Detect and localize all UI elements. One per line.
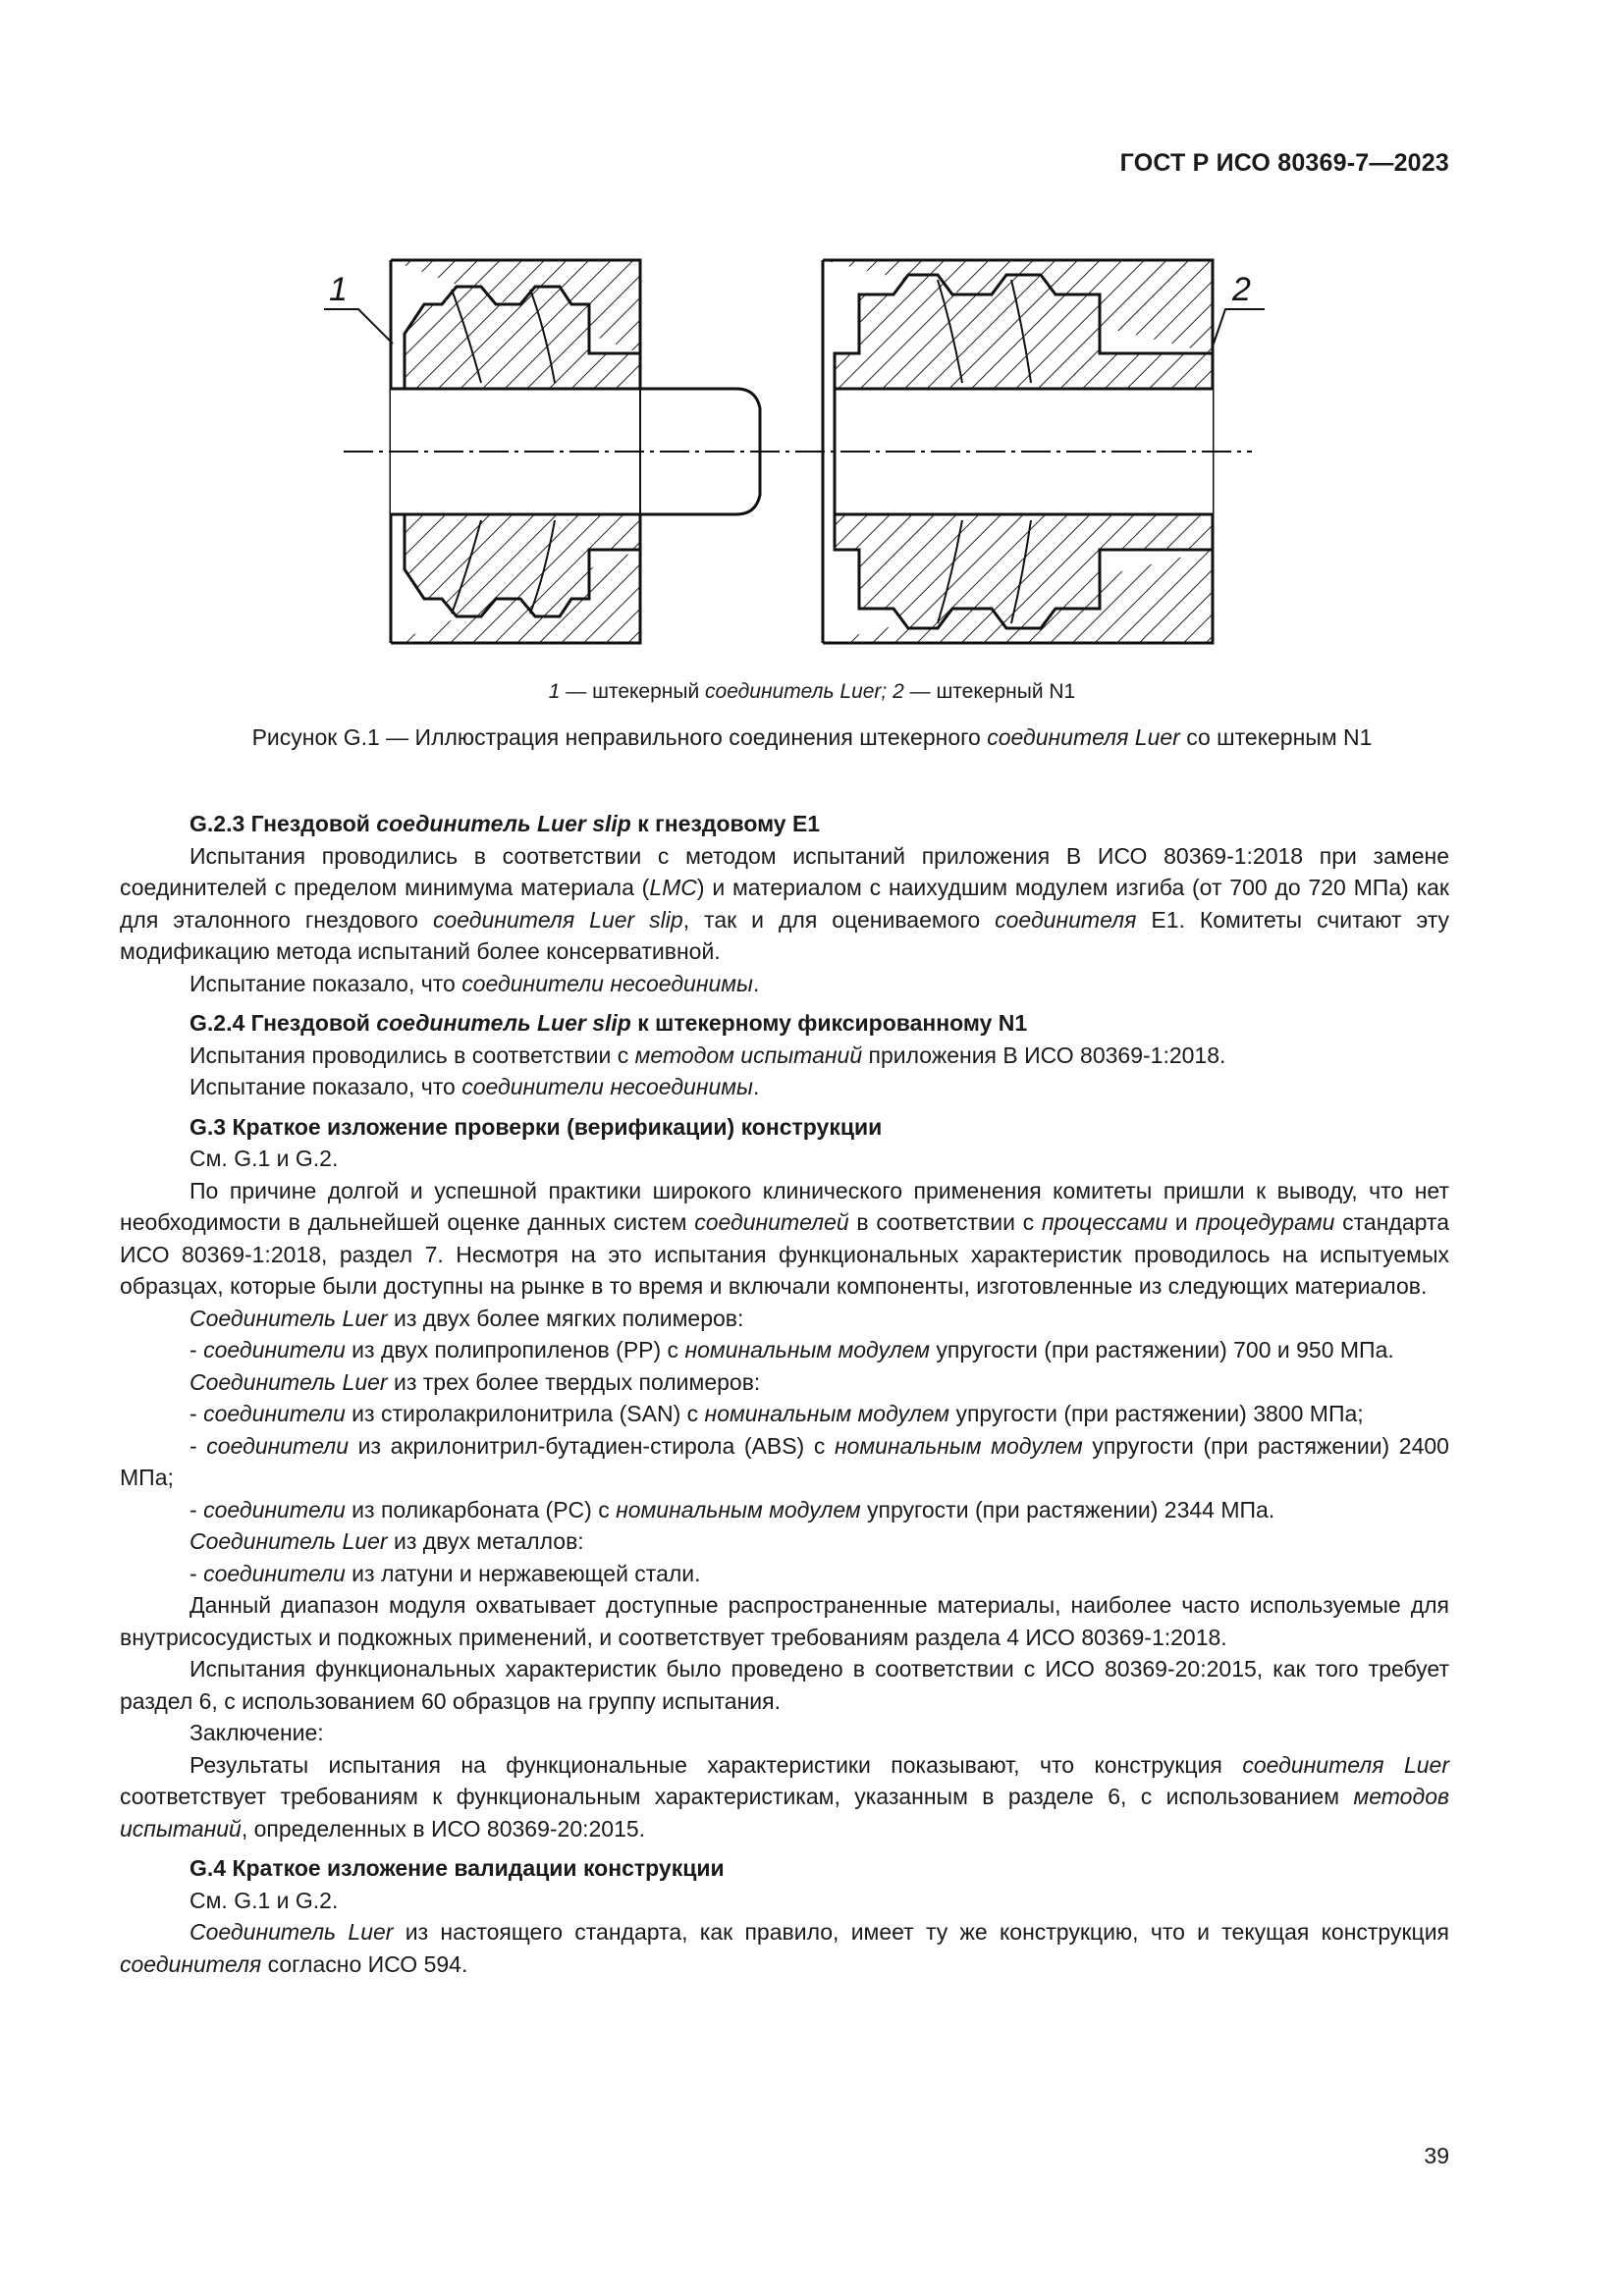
- heading-g3: G.3 Краткое изложение проверки (верификации) конструкции: [189, 1113, 883, 1140]
- connector-figure: [324, 236, 1267, 667]
- paragraph: Соединитель Luer из двух металлов:: [189, 1528, 584, 1554]
- paragraph: См. G.1 и G.2.: [189, 1146, 339, 1171]
- paragraph: Результаты испытания на функциональные характеристики показывают, что конструкция соединителя Luer соответствует требованиям к функциональным характеристикам, указанным в разделе 6, с использованием методов испытаний, определенных в ИСО 80369-20:2015.: [120, 1751, 1449, 1842]
- page-number: 39: [1424, 2143, 1449, 2168]
- paragraph: По причине долгой и успешной практики широкого клинического применения комитеты пришли к выводу, что нет необходимости в дальнейшей оценке данных систем соединителей в соответствии с процессами и процедурами стандарта ИСО 80369-1:2018, раздел 7. Несмотря на это испытания функциональных характеристик проводилось на испытуемых образцах, которые были доступны на рынке в то время и включали компоненты, изготовленные из следующих материалов.: [120, 1177, 1449, 1299]
- list-item: - соединители из двух полипропиленов (PP) с номинальным модулем упругости (при растяжении) 700 и 950 МПа.: [189, 1337, 1394, 1362]
- callout-1-label: 1: [329, 271, 348, 308]
- paragraph: Данный диапазон модуля охватывает доступные распространенные материалы, наиболее часто используемые для внутрисосудистых и подкожных применений, и соответствует требованиям раздела 4 ИСО 80369-1:2018.: [120, 1592, 1449, 1650]
- list-item: - соединители из поликарбоната (PC) с номинальным модулем упругости (при растяжении) 2344 МПа.: [189, 1496, 1275, 1522]
- paragraph: Испытания проводились в соответствии с методом испытаний приложения B ИСО 80369-1:2018 при замене соединителей с пределом минимума материала (LMC) и материалом с наихудшим модулем изгиба (от 700 до 720 МПа) как для эталонного гнездового соединителя Luer slip, так и для оцениваемого соединителя E1. Комитеты считают эту модификацию метода испытаний более консервативной.: [120, 842, 1449, 964]
- paragraph: Соединитель Luer из трех более твердых полимеров:: [189, 1368, 761, 1395]
- paragraph: Испытание показало, что соединители несоединимы.: [189, 970, 760, 996]
- heading-g23: G.2.3 Гнездовой соединитель Luer slip к гнездовому E1: [189, 811, 821, 836]
- figure-key: 1 — штекерный соединитель Luer; 2 — штекерный N1: [548, 680, 1076, 703]
- paragraph: См. G.1 и G.2.: [189, 1887, 339, 1913]
- right-connector-drawing: [823, 260, 1213, 643]
- list-item: - соединители из стиролакрилонитрила (SAN) с номинальным модулем упругости (при растяжении) 3800 МПа;: [189, 1401, 1364, 1426]
- paragraph: Соединитель Luer из настоящего стандарта, как правило, имеет ту же конструкцию, что и текущая конструкция соединителя согласно ИСО 594.: [120, 1919, 1449, 1977]
- list-item: - соединители из акрилонитрил-бутадиен-стирола (ABS) с номинальным модулем упругости (при растяжении) 2400 МПа;: [120, 1432, 1449, 1490]
- paragraph: Соединитель Luer из двух более мягких полимеров:: [189, 1305, 744, 1331]
- paragraph: Испытания проводились в соответствии с методом испытаний приложения B ИСО 80369-1:2018.: [189, 1041, 1226, 1068]
- figure-title: Рисунок G.1 — Иллюстрация неправильного соединения штекерного соединителя Luer со штекерным N1: [251, 724, 1373, 750]
- list-item: - соединители из латуни и нержавеющей стали.: [189, 1560, 701, 1586]
- document-header: ГОСТ Р ИСО 80369-7—2023: [1119, 149, 1449, 177]
- paragraph: Испытание показало, что соединители несоединимы.: [189, 1074, 760, 1099]
- body-text: [120, 800, 1449, 1980]
- paragraph: Заключение:: [189, 1720, 324, 1745]
- heading-g24: G.2.4 Гнездовой соединитель Luer slip к штекерному фиксированному N1: [189, 1010, 1028, 1036]
- heading-g4: G.4 Краткое изложение валидации конструкции: [189, 1855, 725, 1881]
- callout-2-label: 2: [1232, 271, 1251, 308]
- paragraph: Испытания функциональных характеристик было проведено в соответствии с ИСО 80369-20:2015, как того требует раздел 6, с использованием 60 образцов на группу испытания.: [120, 1656, 1449, 1714]
